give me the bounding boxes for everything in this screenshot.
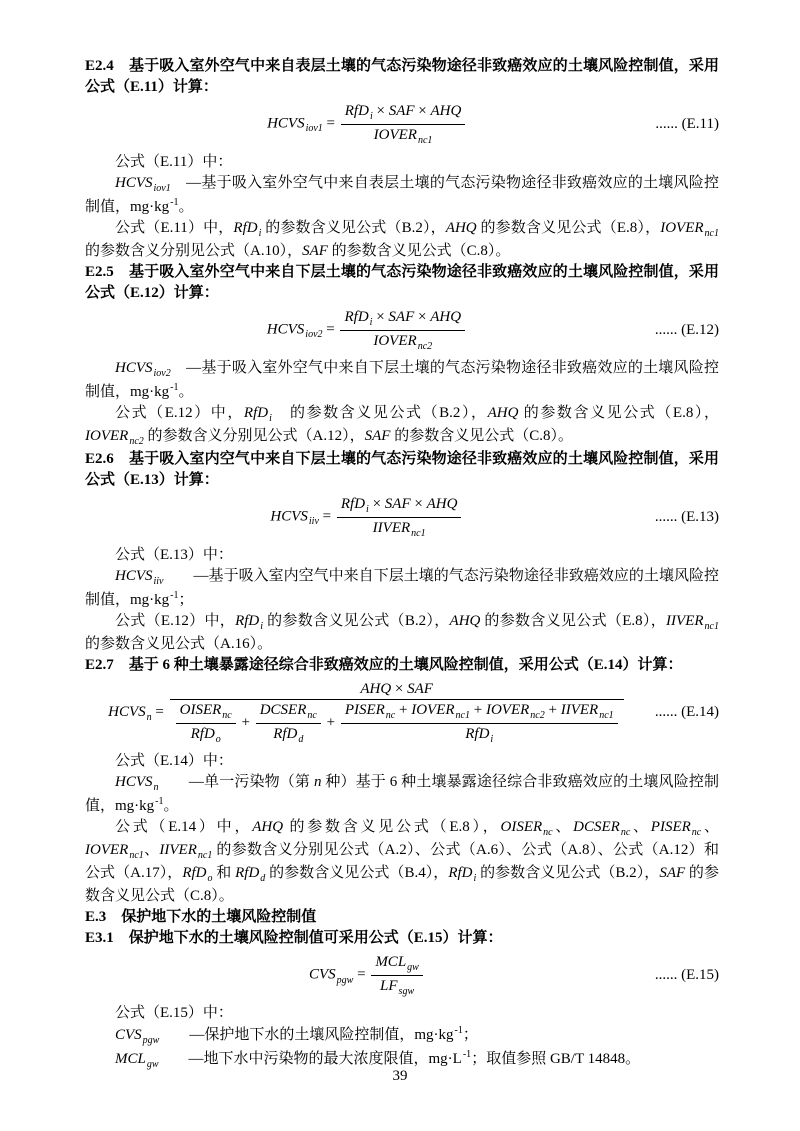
subscript: n (153, 782, 159, 794)
text-run: 、 (143, 842, 160, 859)
subscript: nc1 (455, 710, 470, 722)
paragraph (85, 152, 719, 173)
variable: SAF (364, 428, 391, 444)
paragraph (85, 611, 719, 655)
text-run: 和 (212, 865, 236, 882)
variable: RfD (448, 865, 473, 882)
formula (85, 307, 719, 353)
variable: IIVER (159, 842, 197, 859)
variable: IOVER (85, 842, 129, 859)
variable: HCVS (267, 115, 305, 132)
formula (85, 494, 719, 540)
section-heading (85, 262, 719, 304)
text-run: 、 (701, 819, 719, 836)
variable: SAF (384, 496, 411, 512)
subscript: nc (620, 827, 631, 839)
fraction (341, 700, 618, 746)
text-run: 的参数含义见公式（C.8）。 (327, 243, 511, 259)
formula-math (85, 494, 649, 540)
fraction-denominator (341, 723, 618, 747)
variable: RfD (182, 865, 207, 882)
variable: HCVS (115, 360, 153, 376)
formula-number: ...... (E.11) (655, 115, 719, 132)
variable: HCVS (266, 321, 305, 338)
paragraph (85, 218, 719, 262)
text-run: × (372, 309, 389, 325)
text-run: 的参数含义见公式（B.4）， (265, 865, 449, 882)
text-run: × (414, 103, 431, 119)
text-run: 公式（E.15）中： (115, 1005, 233, 1022)
variable: RfD (340, 496, 366, 512)
variable: RfD (344, 309, 369, 325)
paragraph (85, 1003, 719, 1024)
text-run: 、 (630, 819, 651, 836)
variable: CVS (115, 1027, 142, 1044)
text-run: × (391, 681, 408, 697)
subscript: iov2 (153, 368, 171, 379)
variable: AHQ (430, 103, 462, 119)
section-heading (85, 907, 719, 928)
subscript: iiv (153, 576, 164, 587)
subscript: o (215, 733, 221, 745)
subscript: n (146, 712, 152, 724)
variable: PISER (344, 702, 385, 719)
variable: AHQ (449, 613, 481, 629)
text-run: 的参数含义见公式（E.8）， (283, 819, 501, 836)
fraction-numerator (341, 700, 618, 723)
subscript: nc1 (129, 850, 144, 862)
text-run: = (151, 704, 168, 721)
text-run: 。 (178, 384, 194, 400)
variable: CVS (309, 966, 336, 983)
variable: HCVS (115, 568, 153, 584)
paragraph (85, 817, 719, 907)
text-run: 公式（E.11）中， (115, 220, 234, 236)
variable: MCL (375, 954, 407, 971)
variable: IOVER (411, 702, 455, 719)
fraction-denominator (341, 124, 466, 148)
fraction (340, 307, 465, 353)
text-run: × (410, 496, 427, 512)
subscript: nc1 (704, 621, 719, 632)
text-run: 的参数含义见公式（C.8）。 (85, 865, 719, 905)
text-run: 的参数含义分别见公式（A.12）， (143, 428, 365, 444)
text-run: × (372, 103, 389, 119)
variable: RfD (235, 613, 260, 629)
subscript: nc (385, 710, 396, 722)
formula (85, 679, 719, 746)
text-run: 的参数含义分别见公式（A.10）， (85, 243, 303, 259)
variable: AHQ (360, 681, 392, 697)
variable: HCVS (115, 175, 153, 191)
text-run: 公式（E.14）中： (115, 753, 233, 770)
subscript: pgw (142, 1035, 160, 1047)
fraction (170, 679, 624, 746)
section-heading (85, 449, 719, 491)
subscript: i (490, 733, 494, 745)
fraction (256, 700, 321, 746)
subscript: i (369, 317, 373, 328)
variable: RfD (273, 725, 298, 742)
text-run: E2.6 基于吸入室内空气中来自下层土壤的气态污染物途径非致癌效应的土壤风险控制值，采用公式（E.13）计算： (85, 451, 719, 488)
paragraph (85, 403, 719, 449)
fraction-denominator (337, 517, 462, 541)
superscript: -1 (454, 1025, 463, 1037)
text-run: + (544, 702, 561, 719)
subscript: nc1 (417, 134, 433, 146)
definition-paragraph (85, 358, 719, 403)
variable: IIVER (372, 519, 411, 536)
variable: SAF (407, 681, 433, 697)
superscript: -1 (170, 197, 179, 208)
subscript: pgw (336, 974, 354, 986)
subscript: i (258, 228, 262, 239)
text-run: 的参数含义见公式（E.8）， (518, 405, 719, 421)
fraction-numerator (341, 101, 466, 124)
document-content (85, 56, 719, 1072)
subscript: i (269, 413, 272, 424)
subscript: nc1 (197, 850, 213, 862)
formula-math (85, 679, 649, 746)
text-run: = (353, 966, 370, 983)
superscript: -1 (462, 1049, 472, 1061)
fraction (371, 952, 423, 998)
formula-number: ...... (E.12) (654, 321, 719, 338)
superscript: -1 (155, 796, 164, 808)
variable: PISER (650, 819, 691, 836)
text-run: E2.5 基于吸入室外空气中来自下层土壤的气态污染物途径非致癌效应的土壤风险控制值，采用公式（E.12）计算： (85, 264, 719, 301)
fraction-numerator (170, 679, 624, 699)
text-run: —基于吸入室内空气中来自下层土壤的气态污染物途径非致癌效应的土壤风险控制值，mg·kg (85, 568, 719, 608)
text-run: E2.7 基于 6 种土壤暴露途径综合非致癌效应的土壤风险控制值，采用公式（E.14）计算： (85, 657, 683, 673)
paragraph (85, 545, 719, 566)
text-run: 种）基于 6 种土壤暴露途径综合非致癌效应的土壤风险控制值，mg·kg (85, 774, 719, 815)
fraction-numerator (256, 700, 321, 723)
subscript: sgw (398, 985, 415, 997)
fraction-numerator (337, 494, 462, 517)
text-run: 的参数含义见公式（E.8）， (476, 220, 661, 236)
variable: RfD (465, 725, 490, 742)
text-run: 的参数含义见公式（B.2）， (476, 865, 660, 882)
fraction-denominator (170, 699, 624, 746)
text-run: 的参数含义见公式（B.2）， (271, 405, 488, 421)
text-run: ； (462, 1027, 478, 1044)
formula-math (85, 307, 649, 353)
fraction (337, 494, 462, 540)
formula-number: ...... (E.13) (654, 508, 719, 525)
variable: HCVS (115, 774, 153, 791)
variable: n (313, 774, 322, 791)
section-heading (85, 56, 719, 98)
variable: HCVS (270, 508, 308, 525)
fraction-numerator (340, 307, 465, 330)
paragraph (85, 751, 719, 772)
subscript: iov2 (305, 329, 323, 341)
variable: IIVER (560, 702, 599, 719)
subscript: nc (307, 710, 317, 722)
variable: IOVER (660, 220, 704, 236)
text-run: 公式（E.12）中， (115, 405, 244, 421)
definition-paragraph (85, 1024, 719, 1048)
subscript: d (298, 733, 304, 745)
text-run: 、 (552, 819, 574, 836)
fraction-numerator (176, 700, 236, 723)
text-run: + (322, 714, 339, 731)
formula (85, 952, 719, 998)
subscript: i (369, 111, 373, 122)
text-run: 公式（E.14）中， (115, 819, 253, 836)
text-run: = (322, 115, 339, 132)
variable: OISER (500, 819, 543, 836)
subscript: o (207, 873, 213, 885)
formula-number: ...... (E.15) (654, 966, 719, 983)
variable: HCVS (108, 704, 146, 721)
variable: RfD (243, 405, 269, 421)
text-run: —基于吸入室外空气中来自表层土壤的气态污染物途径非致癌效应的土壤风险控制值，mg·kg (85, 175, 719, 215)
subscript: iiv (308, 516, 319, 528)
text-run: 的参数含义见公式（E.8）， (480, 613, 667, 629)
text-run: ；取值参照 GB/T 14848。 (471, 1051, 641, 1068)
section-heading (85, 655, 719, 676)
subscript: nc1 (411, 527, 426, 539)
variable: AHQ (426, 496, 458, 512)
variable: MCL (115, 1051, 146, 1068)
formula-math (85, 101, 649, 147)
variable: IOVER (485, 702, 530, 719)
variable: SAF (659, 865, 686, 882)
subscript: i (260, 621, 264, 632)
variable: RfD (235, 865, 260, 882)
variable: SAF (388, 309, 415, 325)
formula-math (85, 952, 649, 998)
fraction-denominator (256, 723, 321, 747)
text-run: + (395, 702, 412, 719)
text-run: 的参数含义分别见公式（A.2）、公式（A.6）、公式（A.8）、公式（A.12）和公式（A.17）， (85, 842, 719, 882)
variable: RfD (233, 220, 258, 236)
variable: RfD (344, 103, 369, 119)
fraction-denominator (371, 975, 423, 999)
text-run: ； (178, 592, 194, 608)
text-run: 。 (163, 798, 179, 815)
text-run: —地下水中污染物的最大浓度限值，mg·L (158, 1051, 462, 1068)
variable: SAF (388, 103, 415, 119)
variable: AHQ (487, 405, 519, 421)
text-run: = (318, 508, 335, 525)
text-run: 。 (178, 199, 194, 215)
text-run: 的参数含义见公式（C.8）。 (390, 428, 573, 444)
variable: AHQ (445, 220, 477, 236)
subscript: nc2 (530, 710, 545, 722)
subscript: i (366, 504, 369, 515)
text-run: E.3 保护地下水的土壤风险控制值 (85, 909, 317, 926)
subscript: i (473, 873, 477, 885)
definition-paragraph (85, 566, 719, 611)
subscript: nc2 (417, 340, 433, 352)
superscript: -1 (170, 382, 179, 393)
variable: IOVER (85, 428, 129, 444)
subscript: d (260, 873, 266, 885)
text-run: —保护地下水的土壤风险控制值，mg·kg (159, 1027, 454, 1044)
superscript: -1 (170, 590, 179, 601)
text-run: = (322, 321, 339, 338)
text-run: —基于吸入室外空气中来自下层土壤的气态污染物途径非致癌效应的土壤风险控制值，mg·kg (85, 360, 719, 400)
subscript: nc1 (599, 710, 614, 722)
text-run: E3.1 保护地下水的土壤风险控制值可采用公式（E.15）计算： (85, 930, 503, 947)
text-run: —单一污染物（第 (158, 774, 314, 791)
variable: IOVER (373, 332, 417, 349)
text-run: 公式（E.12）中， (115, 613, 236, 629)
text-run: × (368, 496, 385, 512)
formula (85, 101, 719, 147)
variable: DCSER (259, 702, 307, 719)
subscript: nc (222, 710, 232, 722)
text-run: 公式（E.13）中： (115, 547, 233, 563)
variable: DCSER (573, 819, 620, 836)
subscript: gw (146, 1059, 159, 1071)
fraction-denominator (340, 330, 465, 354)
fraction-numerator (371, 952, 423, 975)
subscript: iov1 (153, 183, 171, 194)
variable: SAF (302, 243, 328, 259)
subscript: nc (691, 827, 702, 839)
variable: LF (380, 977, 398, 994)
variable: AHQ (252, 819, 284, 836)
text-run: + (237, 714, 254, 731)
fraction (341, 101, 466, 147)
fraction-denominator (176, 723, 236, 747)
text-run: E2.4 基于吸入室外空气中来自表层土壤的气态污染物途径非致癌效应的土壤风险控制值，采用公式（E.11）计算： (85, 58, 719, 95)
text-run: × (414, 309, 431, 325)
text-run: + (470, 702, 486, 719)
section-heading (85, 928, 719, 949)
variable: IOVER (373, 126, 417, 143)
fraction (176, 700, 236, 746)
subscript: nc2 (129, 436, 144, 447)
subscript: nc (543, 827, 553, 839)
subscript: gw (407, 962, 419, 974)
variable: AHQ (430, 309, 462, 325)
definition-paragraph (85, 173, 719, 218)
formula-number: ...... (E.14) (654, 704, 719, 721)
definition-paragraph (85, 772, 719, 817)
text-run: 的参数含义见公式（A.16）。 (85, 636, 273, 652)
variable: IIVER (666, 613, 704, 629)
text-run: 的参数含义见公式（B.2）， (263, 613, 450, 629)
page-number: 39 (392, 1068, 408, 1084)
variable: RfD (190, 725, 215, 742)
subscript: nc1 (704, 228, 719, 239)
variable: OISER (179, 702, 222, 719)
text-run: 的参数含义见公式（B.2）， (261, 220, 446, 236)
subscript: iov1 (305, 123, 323, 135)
text-run: 公式（E.11）中： (115, 154, 233, 170)
